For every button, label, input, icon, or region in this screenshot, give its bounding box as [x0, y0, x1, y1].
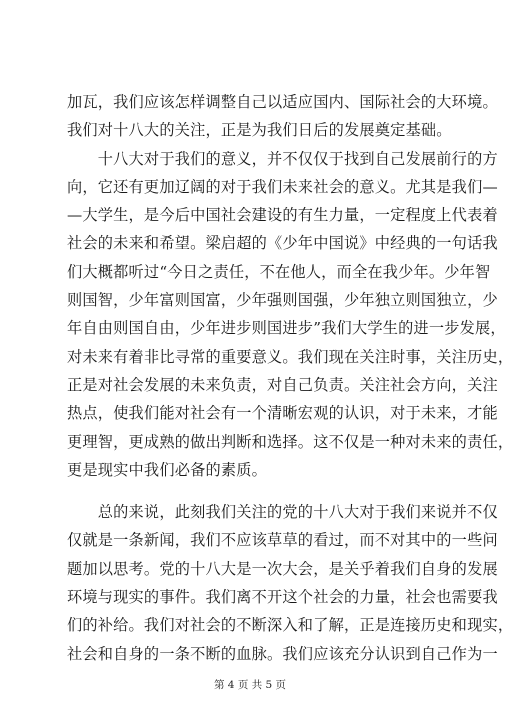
text-line: 则国智，少年富则国富，少年强则国强，少年独立则国独立，少 — [67, 291, 498, 310]
text-line: 热点，使我们能对社会有一个清晰宏观的认识，对于未来，才能 — [67, 404, 498, 423]
text-line: 更理智，更成熟的做出判断和选择。这不仅是一种对未来的责任， — [67, 432, 513, 451]
text-line: 对未来有着非比寻常的重要意义。我们现在关注时事，关注历史， — [67, 347, 513, 366]
text-line: —大学生，是今后中国社会建设的有生力量，一定程度上代表着 — [67, 206, 498, 225]
text-line: 环境与现实的事件。我们离不开这个社会的力量，社会也需要我 — [67, 588, 498, 607]
text-line: 加瓦，我们应该怎样调整自己以适应国内、国际社会的大环境。 — [67, 93, 498, 111]
page-footer — [0, 677, 500, 692]
paragraph — [67, 498, 513, 668]
text-line: 们大概都听过“今日之责任，不在他人，而全在我少年。少年智 — [67, 262, 491, 281]
text-line: 更是现实中我们必备的素质。 — [67, 460, 268, 479]
paragraph — [67, 145, 513, 485]
text-line: 仅就是一条新闻，我们不应该草草的看过，而不对其中的一些问 — [67, 531, 498, 550]
body-text — [67, 88, 513, 668]
text-line: 年自由则国自由，少年进步则国进步”我们大学生的进一步发展， — [67, 319, 506, 338]
text-line: 十八大对于我们的意义，并不仅仅于找到自己发展前行的方 — [67, 149, 498, 168]
text-line: 社会和自身的一条不断的血脉。我们应该充分认识到自己作为一 — [67, 644, 498, 663]
text-line: 社会的未来和希望。梁启超的《少年中国说》中经典的一句话我 — [67, 234, 498, 253]
text-line: 们的补给。我们对社会的不断深入和了解，正是连接历史和现实， — [67, 616, 513, 635]
text-line: 向，它还有更加辽阔的对于我们未来社会的意义。尤其是我们— — [67, 177, 498, 196]
paragraph — [67, 88, 498, 145]
page-number: 第 4 页 共 5 页 — [213, 679, 287, 691]
text-line: 正是对社会发展的未来负责，对自己负责。关注社会方向，关注 — [67, 375, 498, 394]
text-line: 题加以思考。党的十八大是一次大会，是关乎着我们自身的发展 — [67, 559, 498, 578]
text-line: 我们对十八大的关注，正是为我们日后的发展奠定基础。 — [67, 121, 452, 140]
text-line: 总的来说，此刻我们关注的党的十八大对于我们来说并不仅 — [67, 503, 498, 522]
paragraph-gap — [67, 484, 449, 498]
